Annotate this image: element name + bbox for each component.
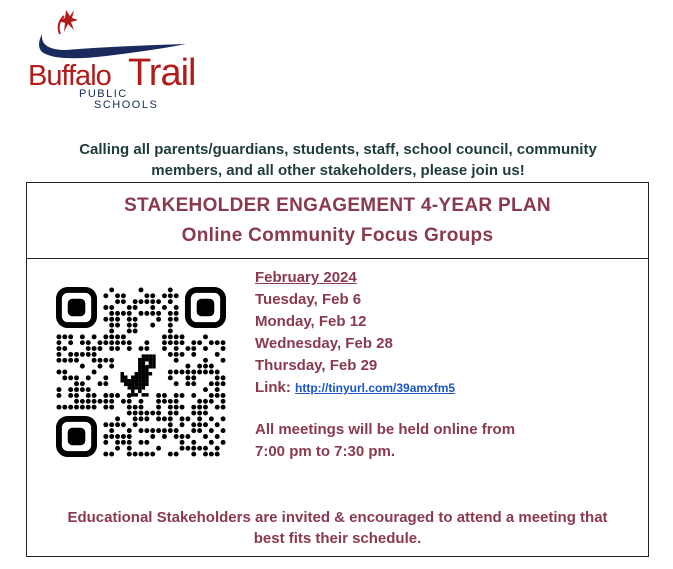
- dinosaur-icon: [120, 354, 155, 396]
- schedule-link-row: [255, 377, 455, 399]
- qr-code-graphic: [56, 287, 226, 457]
- meeting-link[interactable]: http://tinyurl.com/39amxfm5: [295, 381, 456, 395]
- logo-word-public: PUBLIC: [79, 88, 128, 100]
- link-label: Link:: [255, 379, 291, 396]
- note-line-2: 7:00 pm to 7:30 pm.: [255, 443, 396, 460]
- intro-line-2: members, and all other stakeholders, please join us!: [151, 162, 525, 179]
- logo-word-schools: SCHOOLS: [94, 99, 159, 111]
- footer-line-2: best fits their schedule.: [253, 530, 422, 547]
- qr-code[interactable]: [56, 287, 226, 462]
- schedule-details: [255, 267, 455, 399]
- schedule-date-4: Thursday, Feb 29: [255, 357, 378, 374]
- schedule-date-2: Monday, Feb 12: [255, 313, 367, 330]
- note-line-1: All meetings will be held online from: [255, 421, 516, 438]
- meeting-time-note: [255, 419, 575, 463]
- qr-finder-pattern: [59, 419, 94, 454]
- logo-swoosh-icon: [26, 6, 226, 66]
- logo-word-buffalo: Buffalo: [28, 60, 111, 92]
- footer-invitation: [37, 507, 638, 549]
- footer-line-1: Educational Stakeholders are invited & encouraged to attend a meeting that: [67, 509, 608, 526]
- intro-text: [40, 139, 636, 181]
- page-subtitle: Online Community Focus Groups: [181, 225, 494, 246]
- buffalo-trail-logo: [26, 6, 226, 114]
- info-header: [27, 183, 648, 259]
- intro-line-1: Calling all parents/guardians, students, staff, school council, community: [79, 141, 597, 158]
- schedule-date-3: Wednesday, Feb 28: [255, 335, 393, 352]
- schedule-date-1: Tuesday, Feb 6: [255, 291, 362, 308]
- info-box: [26, 182, 649, 557]
- qr-finder-pattern: [59, 290, 94, 325]
- schedule-month: February 2024: [255, 269, 357, 286]
- qr-finder-pattern: [188, 290, 223, 325]
- logo-word-trail: Trail: [128, 52, 196, 94]
- page-title: STAKEHOLDER ENGAGEMENT 4-YEAR PLAN: [124, 195, 551, 216]
